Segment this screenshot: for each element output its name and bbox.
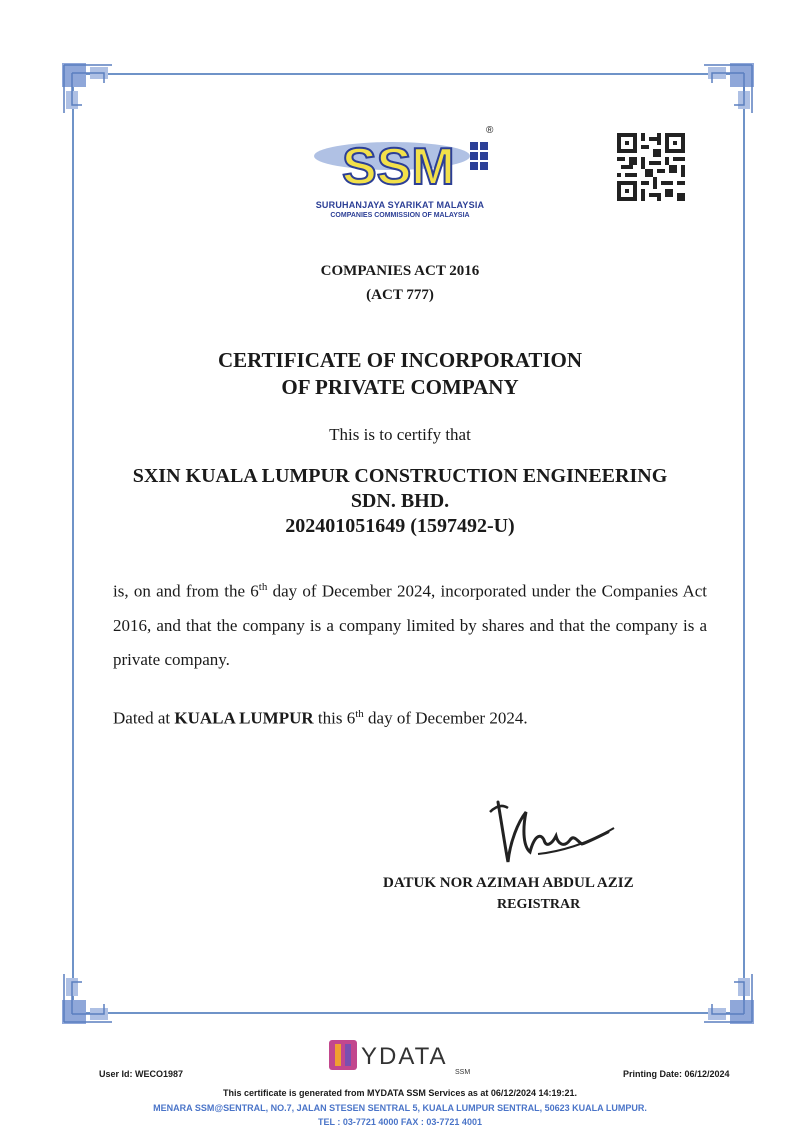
company-registration-number: 202401051649 (1597492-U) [285,515,515,537]
office-contact: TEL : 03-7721 4000 FAX : 03-7721 4001 [318,1117,482,1127]
certify-statement: This is to certify that [329,425,471,444]
logo-caption-english: COMPANIES COMMISSION OF MALAYSIA [330,212,470,219]
mydata-logo-subtext: SSM [455,1069,471,1076]
registered-mark: ® [486,125,494,136]
mydata-logo-text: YDATA [361,1043,448,1070]
printing-date: Printing Date: 06/12/2024 [623,1069,730,1079]
dated-suffix: day of December 2024. [363,708,528,728]
company-name-line2: SDN. BHD. [350,490,450,512]
incorporation-paragraph [113,570,707,677]
dated-line [113,708,528,729]
qr-code-icon [617,133,685,201]
office-address: MENARA SSM@SENTRAL, NO.7, JALAN STESEN SENTRAL 5, KUALA LUMPUR SENTRAL, 50623 KUALA LUMPUR. [153,1103,647,1113]
dated-place: KUALA LUMPUR [174,708,314,728]
logo-caption-malay: SURUHANJAYA SYARIKAT MALAYSIA [315,200,485,210]
ssm-logo [312,126,502,226]
mydata-logo [327,1036,487,1076]
dated-prefix: Dated at [113,708,175,728]
dated-superscript: th [355,708,364,720]
company-name-line1: SXIN KUALA LUMPUR CONSTRUCTION ENGINEERING [132,465,668,487]
ssm-logo-text: SSM [342,138,455,196]
certificate-title-line1: CERTIFICATE OF INCORPORATION [217,348,583,372]
para-superscript: th [258,581,268,593]
dated-middle: this 6 [313,708,356,728]
corner-ornament-bottom-right [702,972,754,1024]
para-text-1: is, on and from the 6 [113,581,259,601]
corner-ornament-top-left [62,63,114,115]
company-block [0,464,800,539]
corner-ornament-bottom-left [62,972,114,1024]
act-title: COMPANIES ACT 2016 [320,263,480,279]
generation-notice: This certificate is generated from MYDATA SSM Services as at 06/12/2024 14:19:21. [223,1088,577,1098]
registrar-name: DATUK NOR AZIMAH ABDUL AZIZ [383,875,634,891]
registrar-signature [478,792,618,872]
corner-ornament-top-right [702,63,754,115]
registrar-title: REGISTRAR [497,897,581,912]
para-text-2: day of December 2024, incorporated under the Companies Act 2016, and that the company is a company limited by shares and that the company is a private company. [113,581,708,669]
user-id: User Id: WECO1987 [99,1069,184,1079]
certificate-title-line2: OF PRIVATE COMPANY [281,375,519,399]
certificate-title [0,347,800,401]
act-number: (ACT 777) [366,287,434,303]
